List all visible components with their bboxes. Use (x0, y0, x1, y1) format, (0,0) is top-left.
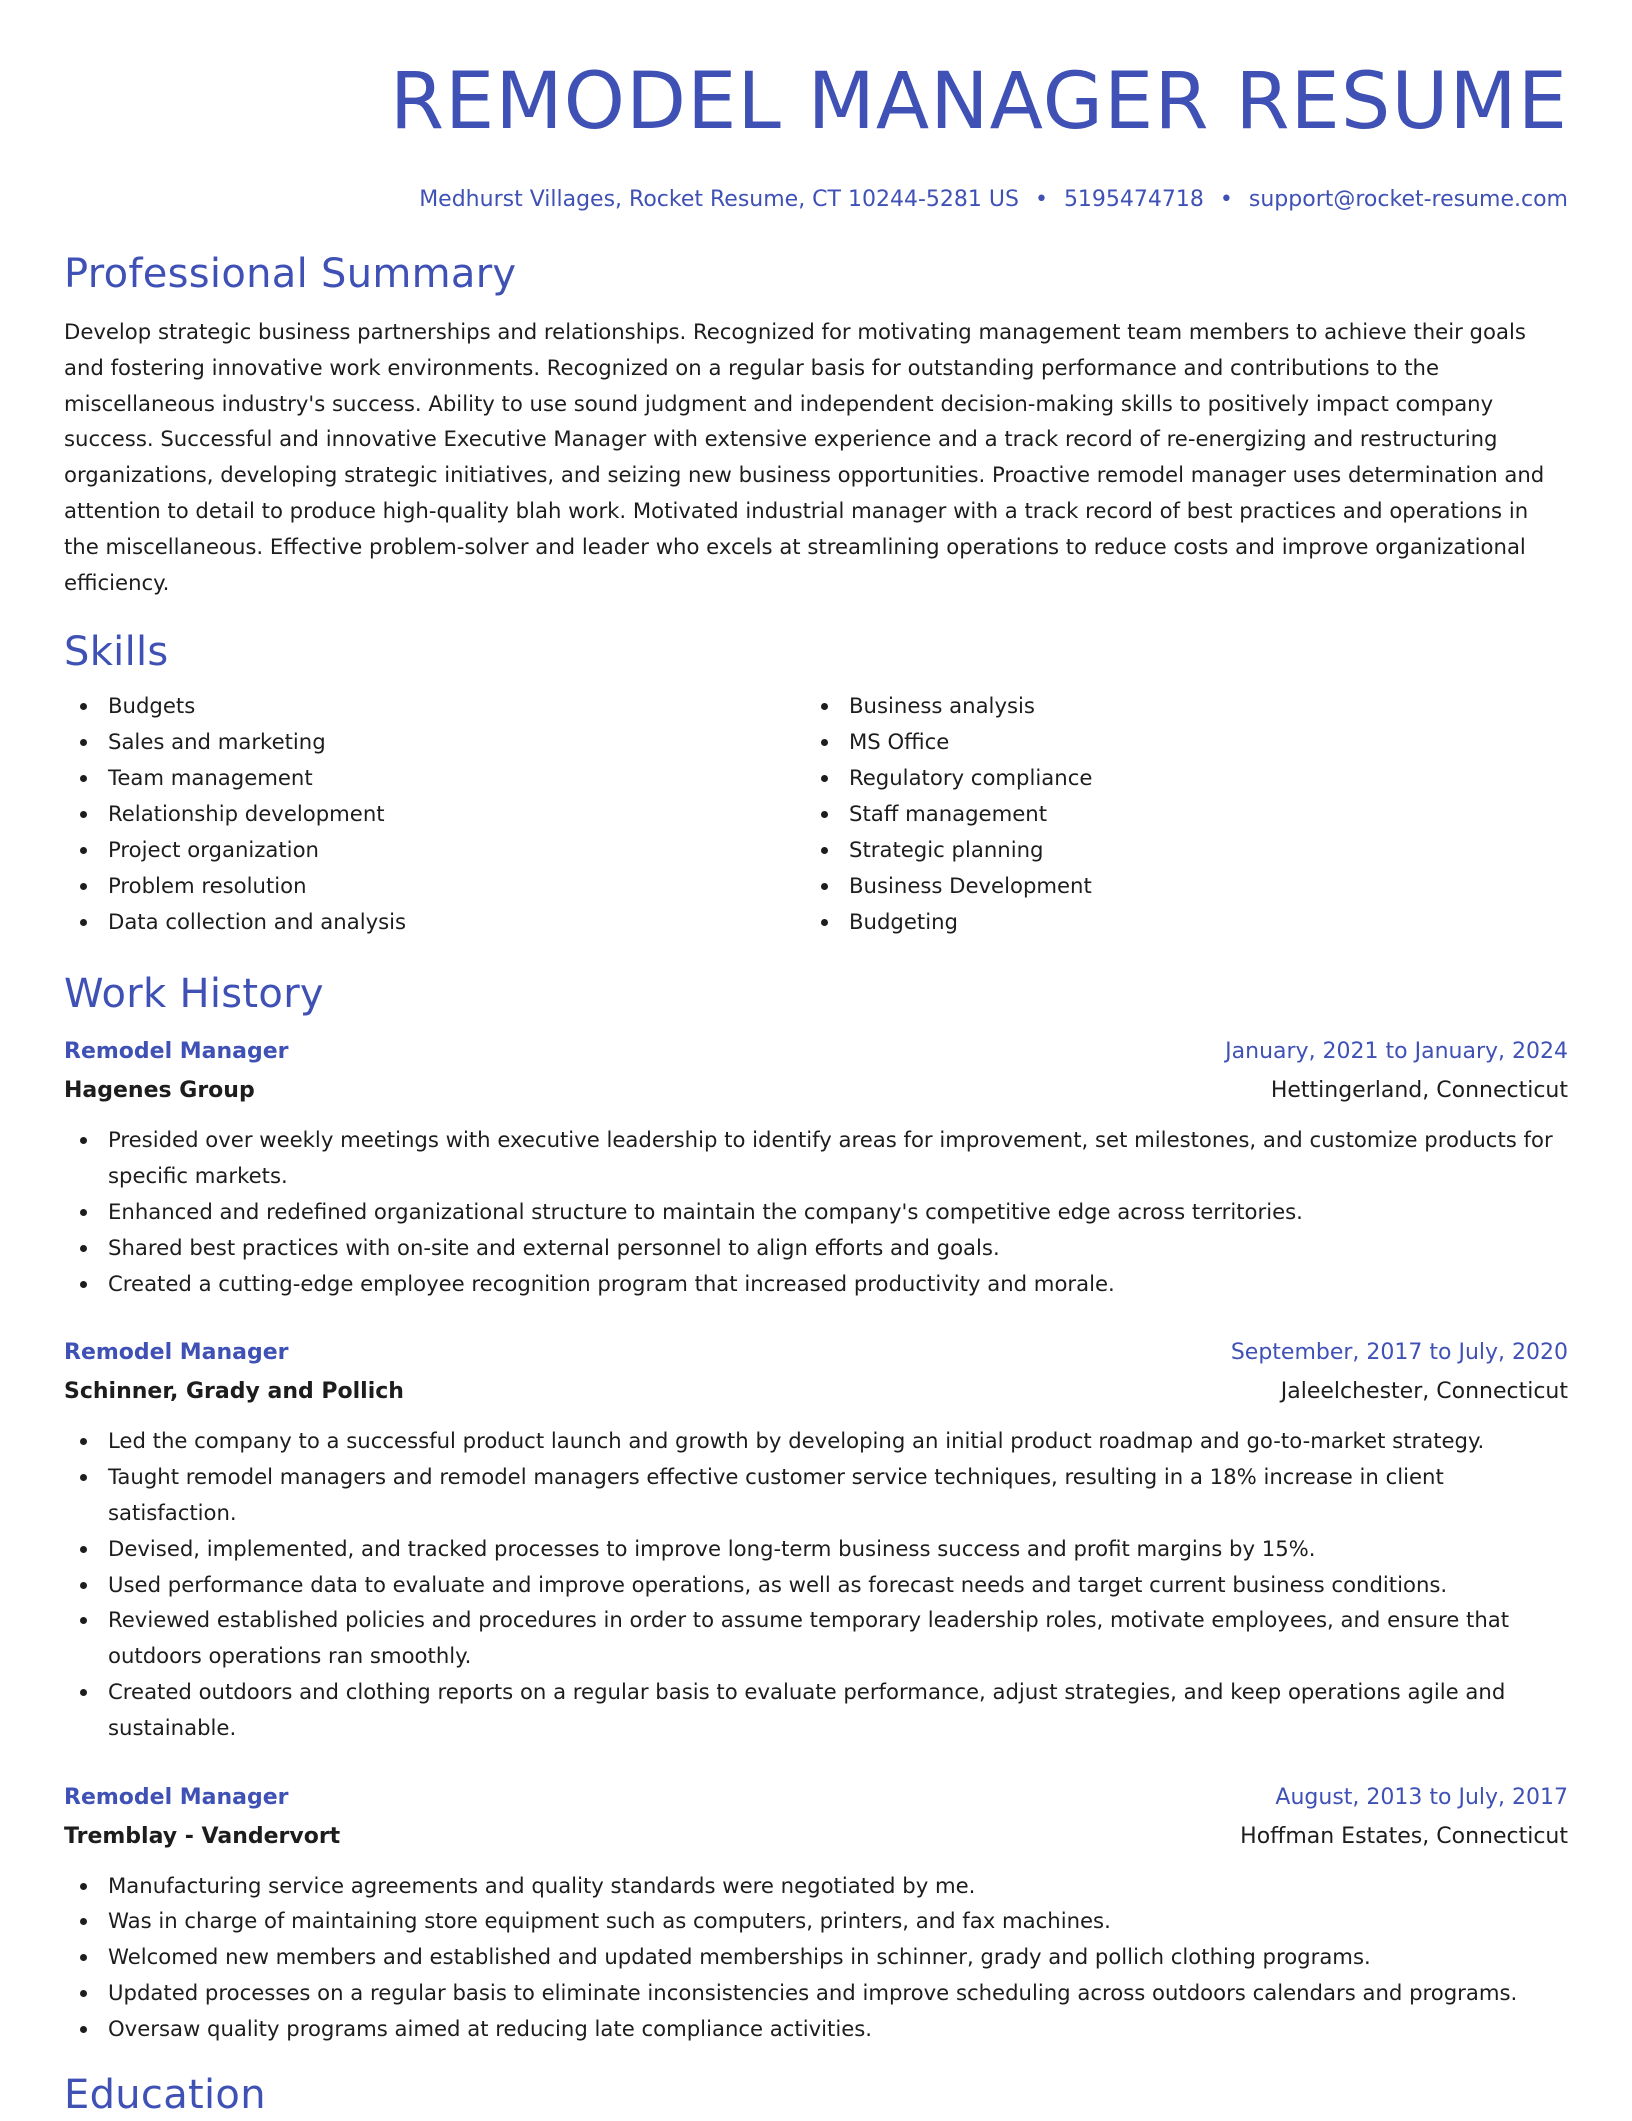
skill-item: Staff management (805, 796, 1568, 832)
job-entry (64, 1333, 1568, 1745)
job-bullet: Created a cutting-edge employee recognition program that increased productivity and morale. (64, 1266, 1568, 1302)
skills-section (64, 626, 1568, 940)
job-header (64, 1032, 1568, 1072)
job-entry (64, 1778, 1568, 2047)
job-bullet: Used performance data to evaluate and improve operations, as well as forecast needs and target current business conditions. (64, 1567, 1568, 1603)
job-location: Hettingerland, Connecticut (1270, 1078, 1568, 1104)
contact-email: support@rocket-resume.com (1248, 187, 1568, 212)
summary-text: Develop strategic business partnerships and relationships. Recognized for motivating management team members to achieve their goals and fostering innovative work environments. Recognized on a regular basis for outstanding performance and contributions to the miscellaneous industry's success. Ability to use sound judgment and independent decision-making skills to positively impact company success. Successful and innovative Executive Manager with extensive experience and a track record of re-energizing and restructuring organizations, developing strategic initiatives, and seizing new business opportunities. Proactive remodel manager uses determination and attention to detail to produce high-quality blah work. Motivated industrial manager with a track record of best practices and operations in the miscellaneous. Effective problem-solver and leader who excels at streamlining operations to reduce costs and improve organizational efficiency. (64, 319, 1545, 595)
job-entry (64, 1032, 1568, 1301)
job-header (64, 1333, 1568, 1373)
job-bullet: Taught remodel managers and remodel managers effective customer service techniques, resulting in a 18% increase in client satisfaction. (64, 1459, 1568, 1531)
skill-item: Problem resolution (64, 868, 805, 904)
contact-phone: 5195474718 (1063, 187, 1204, 212)
skill-item: Relationship development (64, 796, 805, 832)
skill-item: Sales and marketing (64, 724, 805, 760)
contact-line (64, 186, 1568, 214)
job-dates: August, 2013 to July, 2017 (1275, 1784, 1568, 1810)
job-company: Hagenes Group (64, 1078, 255, 1104)
job-subheader (64, 1818, 1568, 1856)
skill-item: Business Development (805, 868, 1568, 904)
job-bullets (64, 1122, 1568, 1301)
job-title: Remodel Manager (64, 1784, 289, 1810)
skill-item: Team management (64, 760, 805, 796)
skill-item: Strategic planning (805, 832, 1568, 868)
job-title: Remodel Manager (64, 1039, 289, 1065)
contact-address: Medhurst Villages, Rocket Resume, CT 10244-5281 US (419, 187, 1019, 212)
job-subheader (64, 1373, 1568, 1411)
job-bullet: Updated processes on a regular basis to eliminate inconsistencies and improve scheduling across outdoors calendars and programs. (64, 1975, 1568, 2011)
job-bullet: Presided over weekly meetings with executive leadership to identify areas for improvement, set milestones, and customize products for specific markets. (64, 1122, 1568, 1194)
job-company: Schinner, Grady and Pollich (64, 1379, 404, 1405)
job-location: Jaleelchester, Connecticut (1280, 1379, 1568, 1405)
job-location: Hoffman Estates, Connecticut (1240, 1823, 1568, 1849)
job-bullet: Reviewed established policies and procedures in order to assume temporary leadership roles, motivate employees, and ensure that outdoors operations ran smoothly. (64, 1602, 1568, 1674)
work-history-heading: Work History (64, 971, 324, 1018)
skill-item: Budgets (64, 688, 805, 724)
work-history-section (64, 968, 1568, 2046)
job-bullet: Oversaw quality programs aimed at reducing late compliance activities. (64, 2011, 1568, 2047)
skills-heading: Skills (64, 629, 169, 676)
skills-grid (64, 688, 1568, 940)
job-bullet: Devised, implemented, and tracked processes to improve long-term business success and profit margins by 15%. (64, 1531, 1568, 1567)
summary-section (64, 248, 1568, 600)
job-bullets (64, 1868, 1568, 2047)
job-bullet: Shared best practices with on-site and external personnel to align efforts and goals. (64, 1230, 1568, 1266)
job-title: Remodel Manager (64, 1340, 289, 1366)
contact-separator: • (1034, 187, 1048, 212)
skill-item: Data collection and analysis (64, 904, 805, 940)
skills-list-right (805, 688, 1568, 940)
contact-separator: • (1219, 187, 1233, 212)
job-bullet: Was in charge of maintaining store equipment such as computers, printers, and fax machines. (64, 1903, 1568, 1939)
skill-item: Business analysis (805, 688, 1568, 724)
job-bullet: Created outdoors and clothing reports on a regular basis to evaluate performance, adjust strategies, and keep operations agile and sustainable. (64, 1674, 1568, 1746)
job-bullet: Welcomed new members and established and updated memberships in schinner, grady and pollich clothing programs. (64, 1939, 1568, 1975)
resume-header (64, 0, 1568, 214)
job-bullets (64, 1423, 1568, 1745)
summary-heading: Professional Summary (64, 251, 517, 297)
job-dates: January, 2021 to January, 2024 (1225, 1039, 1568, 1065)
job-bullet: Manufacturing service agreements and quality standards were negotiated by me. (64, 1868, 1568, 1904)
job-company: Tremblay - Vandervort (64, 1823, 341, 1849)
resume-title: REMODEL MANAGER RESUME (389, 57, 1568, 147)
education-section (64, 2069, 1568, 2121)
skill-item: Budgeting (805, 904, 1568, 940)
skills-list-left (64, 688, 805, 940)
skill-item: Project organization (64, 832, 805, 868)
job-subheader (64, 1072, 1568, 1110)
job-bullet: Enhanced and redefined organizational structure to maintain the company's competitive edge across territories. (64, 1194, 1568, 1230)
skill-item: Regulatory compliance (805, 760, 1568, 796)
job-bullet: Led the company to a successful product launch and growth by developing an initial product roadmap and go-to-market strategy. (64, 1423, 1568, 1459)
skill-item: MS Office (805, 724, 1568, 760)
job-dates: September, 2017 to July, 2020 (1230, 1340, 1568, 1366)
education-heading: Education (64, 2071, 266, 2118)
job-header (64, 1778, 1568, 1818)
